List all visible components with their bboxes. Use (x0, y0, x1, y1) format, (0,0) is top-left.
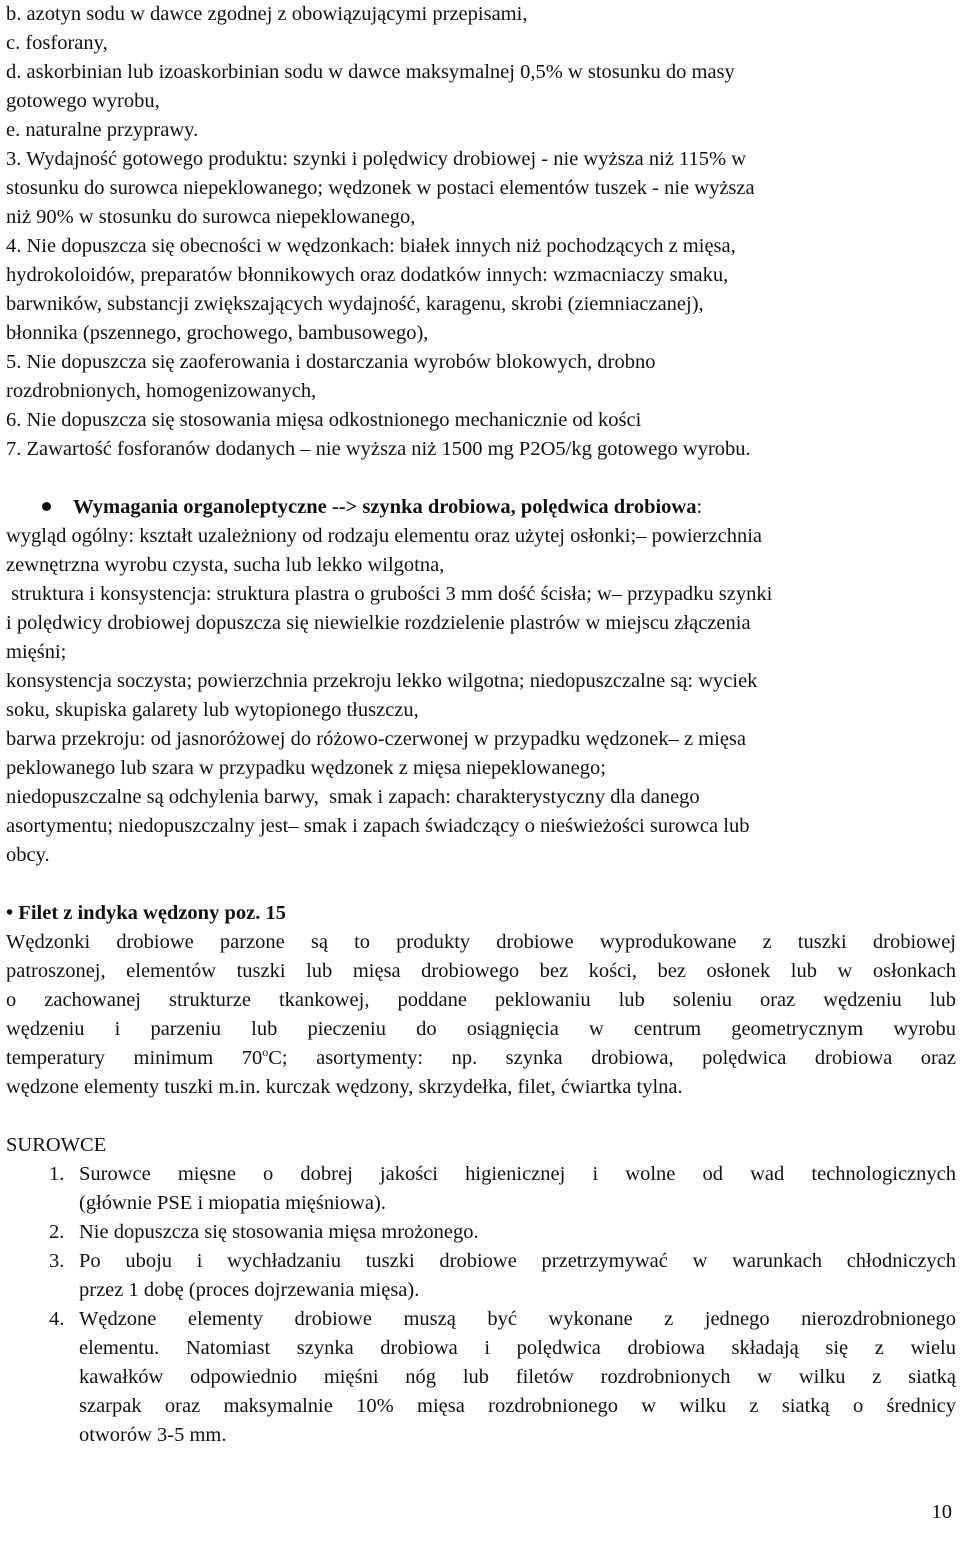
list-item-d-line1: d. askorbinian lub izoaskorbinian sodu w dawce maksymalnej 0,5% w stosunku do masy (6, 61, 735, 83)
surowce-item-line: przez 1 dobę (proces dojrzewania mięsa). (79, 1279, 420, 1301)
organo-line-3: struktura i konsystencja: struktura plastra o grubości 3 mm dość ścisła; w– przypadku szynki (6, 583, 773, 605)
surowce-heading: SUROWCE (6, 1134, 107, 1156)
filet-section (6, 899, 956, 1102)
surowce-item-line: Po uboju i wychładzaniu tuszki drobiowe przetrzymywać w warunkach chłodniczych (79, 1250, 956, 1272)
list-item-d-line2: gotowego wyrobu, (6, 90, 160, 112)
surowce-item-num: 2. (49, 1221, 65, 1243)
organo-line-10: niedopuszczalne są odchylenia barwy, smak i zapach: charakterystyczny dla danego (6, 786, 700, 808)
filet-line-4: wędzeniu i parzeniu lub pieczeniu do osiągnięcia w centrum geometrycznym wyrobu (6, 1018, 956, 1040)
req-3-line1: 3. Wydajność gotowego produktu: szynki i polędwicy drobiowej - nie wyższa niż 115% w (6, 148, 747, 170)
req-5-line1: 5. Nie dopuszcza się zaoferowania i dostarczania wyrobów blokowych, drobno (6, 351, 656, 373)
numbered-requirements (6, 145, 956, 464)
req-5-line2: rozdrobnionych, homogenizowanych, (6, 380, 317, 402)
list-item-e: e. naturalne przyprawy. (6, 119, 199, 141)
filet-line-5a: temperatury minimum 70 (6, 1047, 263, 1069)
surowce-item-4 (6, 1305, 956, 1450)
surowce-item-1 (6, 1160, 956, 1218)
surowce-section (6, 1131, 956, 1450)
bullet-icon (42, 502, 51, 511)
req-3-line2: stosunku do surowca niepeklowanego; wędzonek w postaci elementów tuszek - nie wyższa (6, 177, 755, 199)
surowce-item-num: 3. (49, 1250, 65, 1272)
filet-line-5b: C; asortymenty: np. szynka drobiowa, polędwica drobiowa oraz (268, 1047, 956, 1069)
surowce-item-line: szarpak oraz maksymalnie 10% mięsa rozdrobnionego w wilku z siatką o średnicy (79, 1395, 956, 1417)
page-number: 10 (931, 1501, 952, 1523)
organo-line-8: barwa przekroju: od jasnoróżowej do różowo-czerwonej w przypadku wędzonek– z mięsa (6, 728, 746, 750)
organo-line-5: mięśni; (6, 641, 67, 663)
req-4-line3: barwników, substancji zwiększających wydajność, karagenu, skrobi (ziemniaczanej), (6, 293, 704, 315)
surowce-item-line: elementu. Natomiast szynka drobiowa i polędwica drobiowa składają się z wielu (79, 1337, 956, 1359)
req-6: 6. Nie dopuszcza się stosowania mięsa odkostnionego mechanicznie od kości (6, 409, 642, 431)
filet-line-3: o zachowanej strukturze tkankowej, poddane peklowaniu lub soleniu oraz wędzeniu lub (6, 989, 956, 1011)
req-4-line2: hydrokoloidów, preparatów błonnikowych oraz dodatków innych: wzmacniaczy smaku, (6, 264, 729, 286)
surowce-item-line: kawałków odpowiednio mięśni nóg lub filetów rozdrobnionych w wilku z siatką (79, 1366, 956, 1388)
surowce-item-line: otworów 3-5 mm. (79, 1424, 227, 1446)
organo-line-1: wygląd ogólny: kształt uzależniony od rodzaju elementu oraz użytej osłonki;– powierzchnia (6, 525, 762, 547)
filet-line-5 (6, 1044, 956, 1073)
organo-line-12: obcy. (6, 844, 50, 866)
req-7: 7. Zawartość fosforanów dodanych – nie wyższa niż 1500 mg P2O5/kg gotowego wyrobu. (6, 438, 751, 460)
organoleptic-heading (6, 493, 956, 522)
degree-superscript: o (262, 1045, 269, 1060)
filet-line-1: Wędzonki drobiowe parzone są to produkty drobiowe wyprodukowane z tuszki drobiowej (6, 931, 956, 953)
surowce-item-num: 1. (49, 1163, 65, 1185)
filet-heading: • Filet z indyka wędzony poz. 15 (6, 902, 286, 924)
organo-line-7: soku, skupiska galarety lub wytopionego tłuszczu, (6, 699, 419, 721)
surowce-item-num: 4. (49, 1308, 65, 1330)
organo-line-9: peklowanego lub szara w przypadku wędzonek z mięsa niepeklowanego; (6, 757, 606, 779)
filet-line-2: patroszonej, elementów tuszki lub mięsa drobiowego bez kości, bez osłonek lub w osłonkach (6, 960, 956, 982)
list-item-b: b. azotyn sodu w dawce zgodnej z obowiązującymi przepisami, (6, 3, 528, 25)
surowce-item-line: Wędzone elementy drobiowe muszą być wykonane z jednego nierozdrobnionego (79, 1308, 956, 1330)
req-4-line1: 4. Nie dopuszcza się obecności w wędzonkach: białek innych niż pochodzących z mięsa, (6, 235, 736, 257)
organoleptic-heading-text: Wymagania organoleptyczne --> szynka drobiowa, polędwica drobiowa (73, 496, 697, 518)
organo-line-11: asortymentu; niedopuszczalny jest– smak i zapach świadczący o nieświeżości surowca lub (6, 815, 750, 837)
surowce-item-line: Nie dopuszcza się stosowania mięsa mrożonego. (79, 1221, 479, 1243)
surowce-item-line: (głównie PSE i miopatia mięśniowa). (79, 1192, 386, 1214)
list-item-c: c. fosforany, (6, 32, 108, 54)
organo-line-4: i polędwicy drobiowej dopuszcza się niewielkie rozdzielenie plastrów w miejscu złączenia (6, 612, 751, 634)
surowce-item-3 (6, 1247, 956, 1305)
surowce-item-2 (6, 1218, 956, 1247)
filet-line-6: wędzone elementy tuszki m.in. kurczak wędzony, skrzydełka, filet, ćwiartka tylna. (6, 1076, 683, 1098)
top-list (6, 0, 956, 145)
organoleptic-section (6, 493, 956, 870)
document-page (6, 0, 956, 1450)
req-3-line3: niż 90% w stosunku do surowca niepeklowanego, (6, 206, 416, 228)
req-4-line4: błonnika (pszennego, grochowego, bambusowego), (6, 322, 429, 344)
organo-line-6: konsystencja soczysta; powierzchnia przekroju lekko wilgotna; niedopuszczalne są: wyciek (6, 670, 758, 692)
organoleptic-heading-colon: : (696, 496, 703, 518)
organo-line-2: zewnętrzna wyrobu czysta, sucha lub lekko wilgotna, (6, 554, 445, 576)
surowce-item-line: Surowce mięsne o dobrej jakości higienicznej i wolne od wad technologicznych (79, 1163, 956, 1185)
